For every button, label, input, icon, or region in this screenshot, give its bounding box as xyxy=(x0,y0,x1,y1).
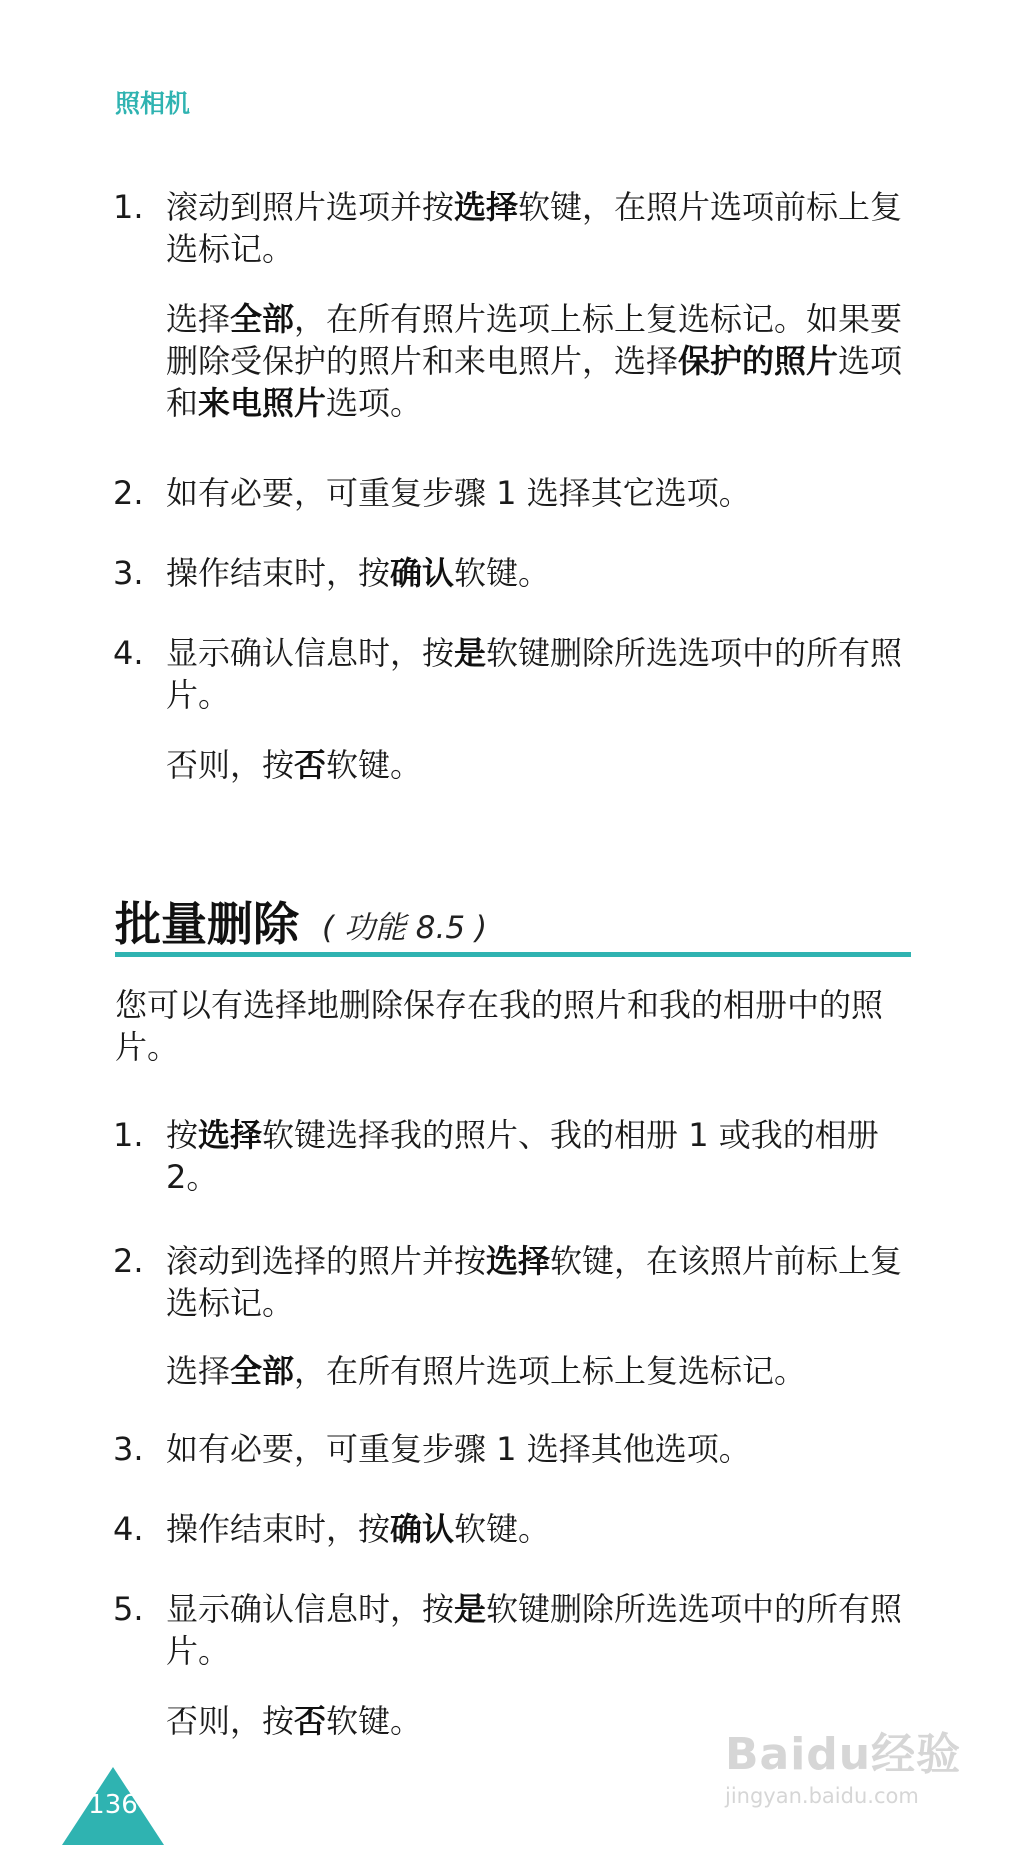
heading-rule xyxy=(115,952,911,957)
step-5-note: 否则，按否软键。 xyxy=(166,1702,423,1740)
step-number: 3. xyxy=(113,1430,144,1468)
step-2-note: 选择全部，在所有照片选项上标上复选标记。 xyxy=(166,1352,807,1390)
watermark-url: jingyan.baidu.com xyxy=(725,1784,919,1808)
step-4 xyxy=(113,632,913,716)
step-number: 1. xyxy=(113,188,144,226)
step-text: 如有必要，可重复步骤 1 选择其它选项。 xyxy=(166,474,751,512)
step-3 xyxy=(113,552,913,594)
step-number: 2. xyxy=(113,474,144,512)
step-text: 显示确认信息时，按是软键删除所选选项中的所有照片。 xyxy=(166,1590,903,1670)
step-4-note: 否则，按否软键。 xyxy=(166,746,423,784)
step-number: 1. xyxy=(113,1116,144,1154)
step-text: 显示确认信息时，按是软键删除所选选项中的所有照片。 xyxy=(166,634,903,714)
step-2 xyxy=(113,472,913,514)
step-4 xyxy=(113,1508,913,1550)
step-3 xyxy=(113,1428,913,1470)
step-text: 操作结束时，按确认软键。 xyxy=(166,1510,551,1548)
step-text: 操作结束时，按确认软键。 xyxy=(166,554,551,592)
step-text: 滚动到照片选项并按选择软键，在照片选项前标上复选标记。 xyxy=(166,188,903,268)
step-5 xyxy=(113,1588,913,1672)
page-number: 136 xyxy=(88,1790,138,1820)
section-subtitle: ( 功能 8.5 ) xyxy=(322,910,488,946)
section-label: 照相机 xyxy=(115,89,191,118)
step-text: 如有必要，可重复步骤 1 选择其他选项。 xyxy=(166,1430,751,1468)
step-text: 滚动到选择的照片并按选择软键，在该照片前标上复选标记。 xyxy=(166,1242,903,1322)
step-number: 5. xyxy=(113,1590,144,1628)
step-number: 3. xyxy=(113,554,144,592)
watermark-logo: Baidu经验 xyxy=(725,1729,962,1780)
step-1 xyxy=(113,186,913,270)
step-number: 4. xyxy=(113,1510,144,1548)
step-number: 2. xyxy=(113,1242,144,1280)
section-title: 批量删除 xyxy=(115,897,299,951)
step-number: 4. xyxy=(113,634,144,672)
step-1-note: 选择全部，在所有照片选项上标上复选标记。如果要删除受保护的照片和来电照片，选择保护的照片选项和来电照片选项。 xyxy=(166,300,903,422)
step-text: 按选择软键选择我的照片、我的相册 1 或我的相册 2。 xyxy=(166,1116,879,1196)
step-1 xyxy=(113,1114,913,1198)
intro-paragraph: 您可以有选择地删除保存在我的照片和我的相册中的照片。 xyxy=(115,986,884,1066)
watermark xyxy=(725,1718,961,1808)
step-2 xyxy=(113,1240,913,1324)
